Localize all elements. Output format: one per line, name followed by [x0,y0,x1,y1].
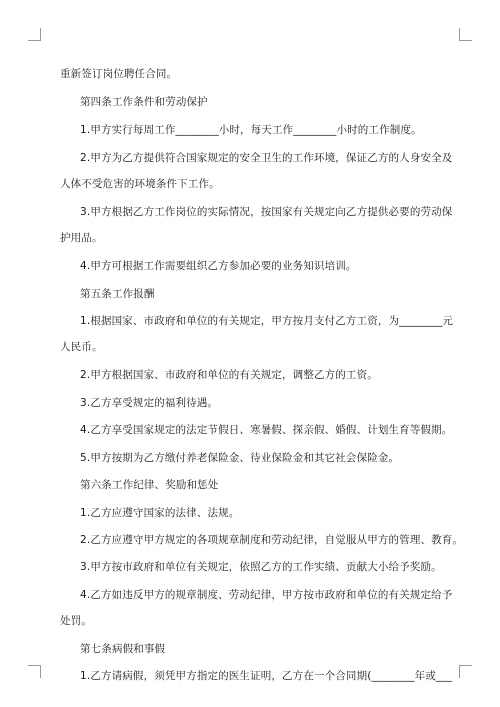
section-heading: 第四条工作条件和劳动保护 [80,96,208,108]
paragraph-line: 4.乙方享受国家规定的法定节假日、寒暑假、探亲假、婚假、计划生育等假期。 [80,424,453,436]
paragraph-line: 处罚。 [60,615,92,627]
paragraph-line: 3.甲方根据乙方工作岗位的实际情况，按国家有关规定向乙方提供必要的劳动保 [80,206,453,218]
paragraph-line: 2.乙方应遵守甲方规定的各项规章制度和劳动纪律，自觉服从甲方的管理、教育。 [80,534,464,546]
paragraph-line: 5.甲方按期为乙方缴付养老保险金、待业保险金和其它社会保险金。 [80,452,400,464]
paragraph-line: 4.乙方如违反甲方的规章制度、劳动纪律，甲方按市政府和单位的有关规定给予 [80,589,453,601]
crop-mark-bottom-right [459,665,472,678]
paragraph-line: 2.甲方为乙方提供符合国家规定的安全卫生的工作环境，保证乙方的人身安全及 [80,152,453,164]
crop-mark-top-right [459,28,472,41]
paragraph-line: 护用品。 [60,232,103,244]
paragraph-line: 1.根据国家、市政府和单位的有关规定，甲方按月支付乙方工资，为________元 [80,315,454,327]
section-heading: 第七条病假和事假 [80,643,166,655]
paragraph-line: 2.甲方根据国家、市政府和单位的有关规定，调整乙方的工资。 [80,369,378,381]
paragraph-line: 人体不受危害的环境条件下工作。 [60,178,220,190]
paragraph-line: 1.甲方实行每周工作________小时，每天工作________小时的工作制度。 [80,124,422,136]
paragraph-line: 人民币。 [60,341,103,353]
section-heading: 第五条工作报酬 [80,288,155,300]
paragraph-line: 4.甲方可根据工作需要组织乙方参加必要的业务知识培训。 [80,260,357,272]
section-heading: 第六条工作纪律、奖励和惩处 [80,479,219,491]
crop-mark-bottom-left [28,665,41,678]
crop-mark-top-left [28,28,41,41]
paragraph-line: 1.乙方应遵守国家的法律、法规。 [80,507,240,519]
paragraph-line: 3.甲方按市政府和单位有关规定，依照乙方的工作实绩、贡献大小给予奖励。 [80,561,442,573]
paragraph-line: 1.乙方请病假，须凭甲方指定的医生证明，乙方在一个合同期(________年或___ [80,670,453,682]
paragraph-line: 3.乙方享受规定的福利待遇。 [80,397,219,409]
paragraph-line: 重新签订岗位聘任合同。 [60,68,178,80]
